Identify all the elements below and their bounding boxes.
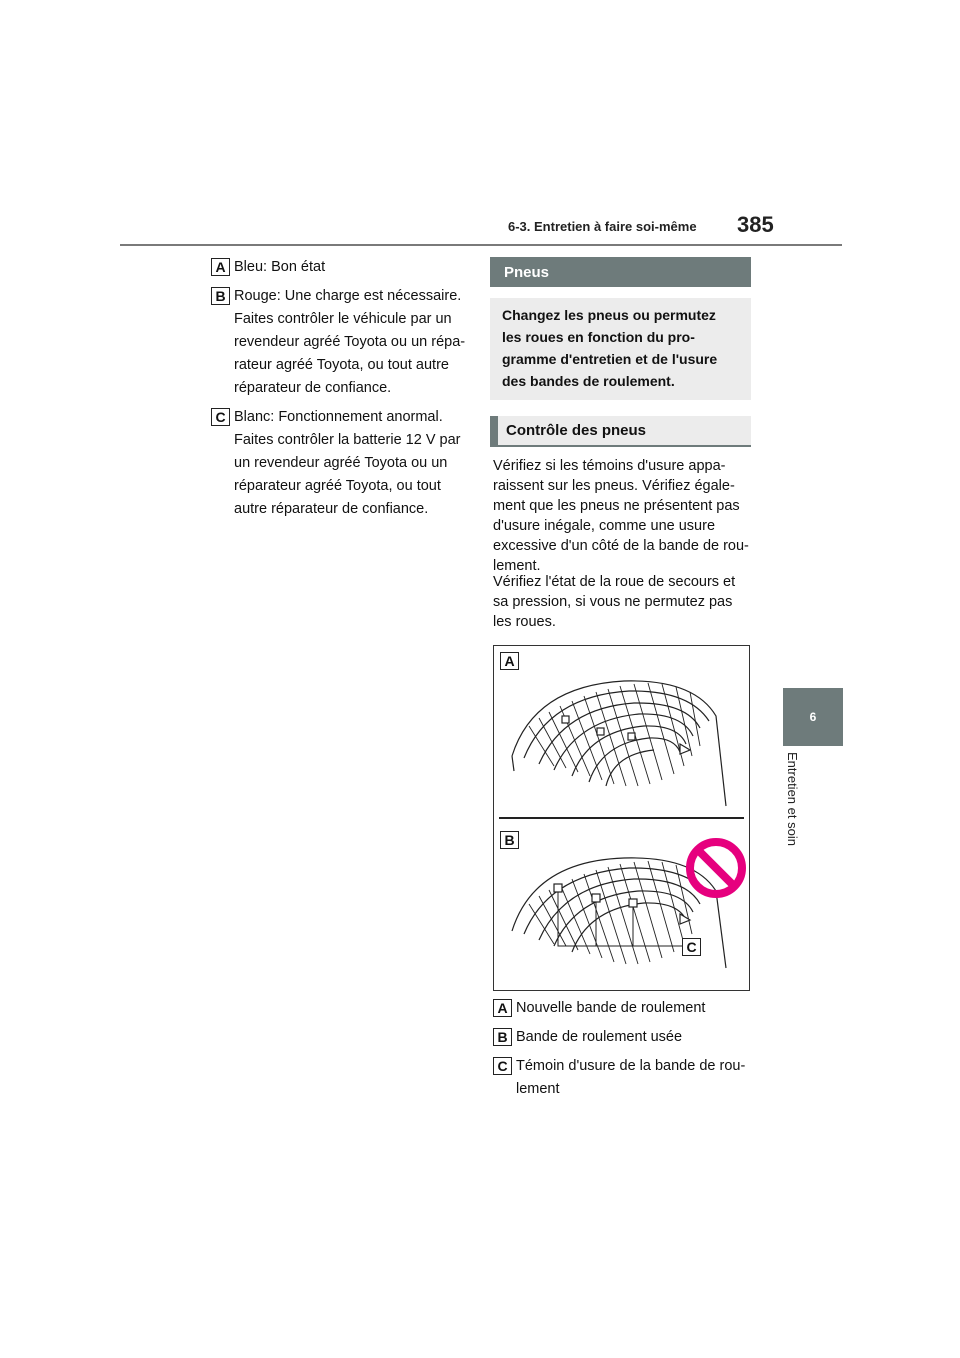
marker-a: A bbox=[211, 258, 230, 276]
list-item bbox=[211, 406, 466, 521]
paragraph-spare-check: Vérifiez l'état de la roue de secours et sa pression, si vous ne permutez pas les roues. bbox=[493, 574, 736, 630]
list-item bbox=[211, 285, 466, 400]
list-item bbox=[493, 1055, 753, 1101]
marker-c: C bbox=[493, 1057, 512, 1075]
figure-marker-a: A bbox=[500, 652, 519, 670]
list-item-text: Blanc: Fonctionnement anormal. Faites contrôler la batterie 12 V par un revendeur agréé Toyota ou un réparateur agréé Toyota, ou tout autre réparateur de confiance. bbox=[234, 409, 461, 517]
header-divider bbox=[120, 244, 842, 246]
chapter-tab[interactable] bbox=[783, 688, 843, 746]
tire-tread-figure bbox=[493, 645, 750, 991]
list-item bbox=[211, 256, 466, 279]
marker-b: B bbox=[211, 287, 230, 305]
page-number: 385 bbox=[737, 212, 774, 237]
section-heading-pneus: Pneus bbox=[490, 257, 751, 287]
tire-tread-new-icon bbox=[512, 681, 726, 806]
marker-a: A bbox=[493, 999, 512, 1017]
figure-marker-b: B bbox=[500, 831, 519, 849]
marker-c: C bbox=[211, 408, 230, 426]
battery-status-list bbox=[211, 256, 466, 527]
list-item-text: Bleu: Bon état bbox=[234, 259, 326, 275]
list-item-text: Rouge: Une charge est nécessaire. Faites contrôler le véhicule par un revendeur agréé Toyota ou un répa-rateur agréé Toyota, ou tout autre réparateur de confiance. bbox=[234, 288, 466, 396]
callout-box: Changez les pneus ou permutez les roues en fonction du pro-gramme d'entretien et de l'usure des bandes de roulement. bbox=[490, 298, 751, 400]
paragraph-wear-check: Vérifiez si les témoins d'usure appa-raissent sur les pneus. Vérifiez égale-ment que les pneus ne présentent pas d'usure inégale, comme une usure excessive d'un côté de la bande de rou-lement. bbox=[493, 458, 749, 574]
tire-illustration bbox=[494, 646, 749, 990]
chapter-label-text: Entretien et soin bbox=[785, 752, 800, 846]
list-item bbox=[493, 1026, 753, 1049]
marker-b: B bbox=[493, 1028, 512, 1046]
subsection-heading-controle: Contrôle des pneus bbox=[490, 416, 751, 447]
prohibited-icon bbox=[690, 842, 742, 894]
list-item-text: Témoin d'usure de la bande de rou-lement bbox=[516, 1058, 746, 1097]
chapter-label bbox=[784, 752, 804, 872]
figure-marker-c: C bbox=[682, 938, 701, 956]
figure-legend-list bbox=[493, 997, 753, 1107]
list-item-text: Bande de roulement usée bbox=[516, 1029, 683, 1045]
list-item-text: Nouvelle bande de roulement bbox=[516, 1000, 706, 1016]
header-section-title: 6-3. Entretien à faire soi-même bbox=[508, 219, 697, 234]
list-item bbox=[493, 997, 753, 1020]
chapter-number: 6 bbox=[809, 710, 817, 724]
